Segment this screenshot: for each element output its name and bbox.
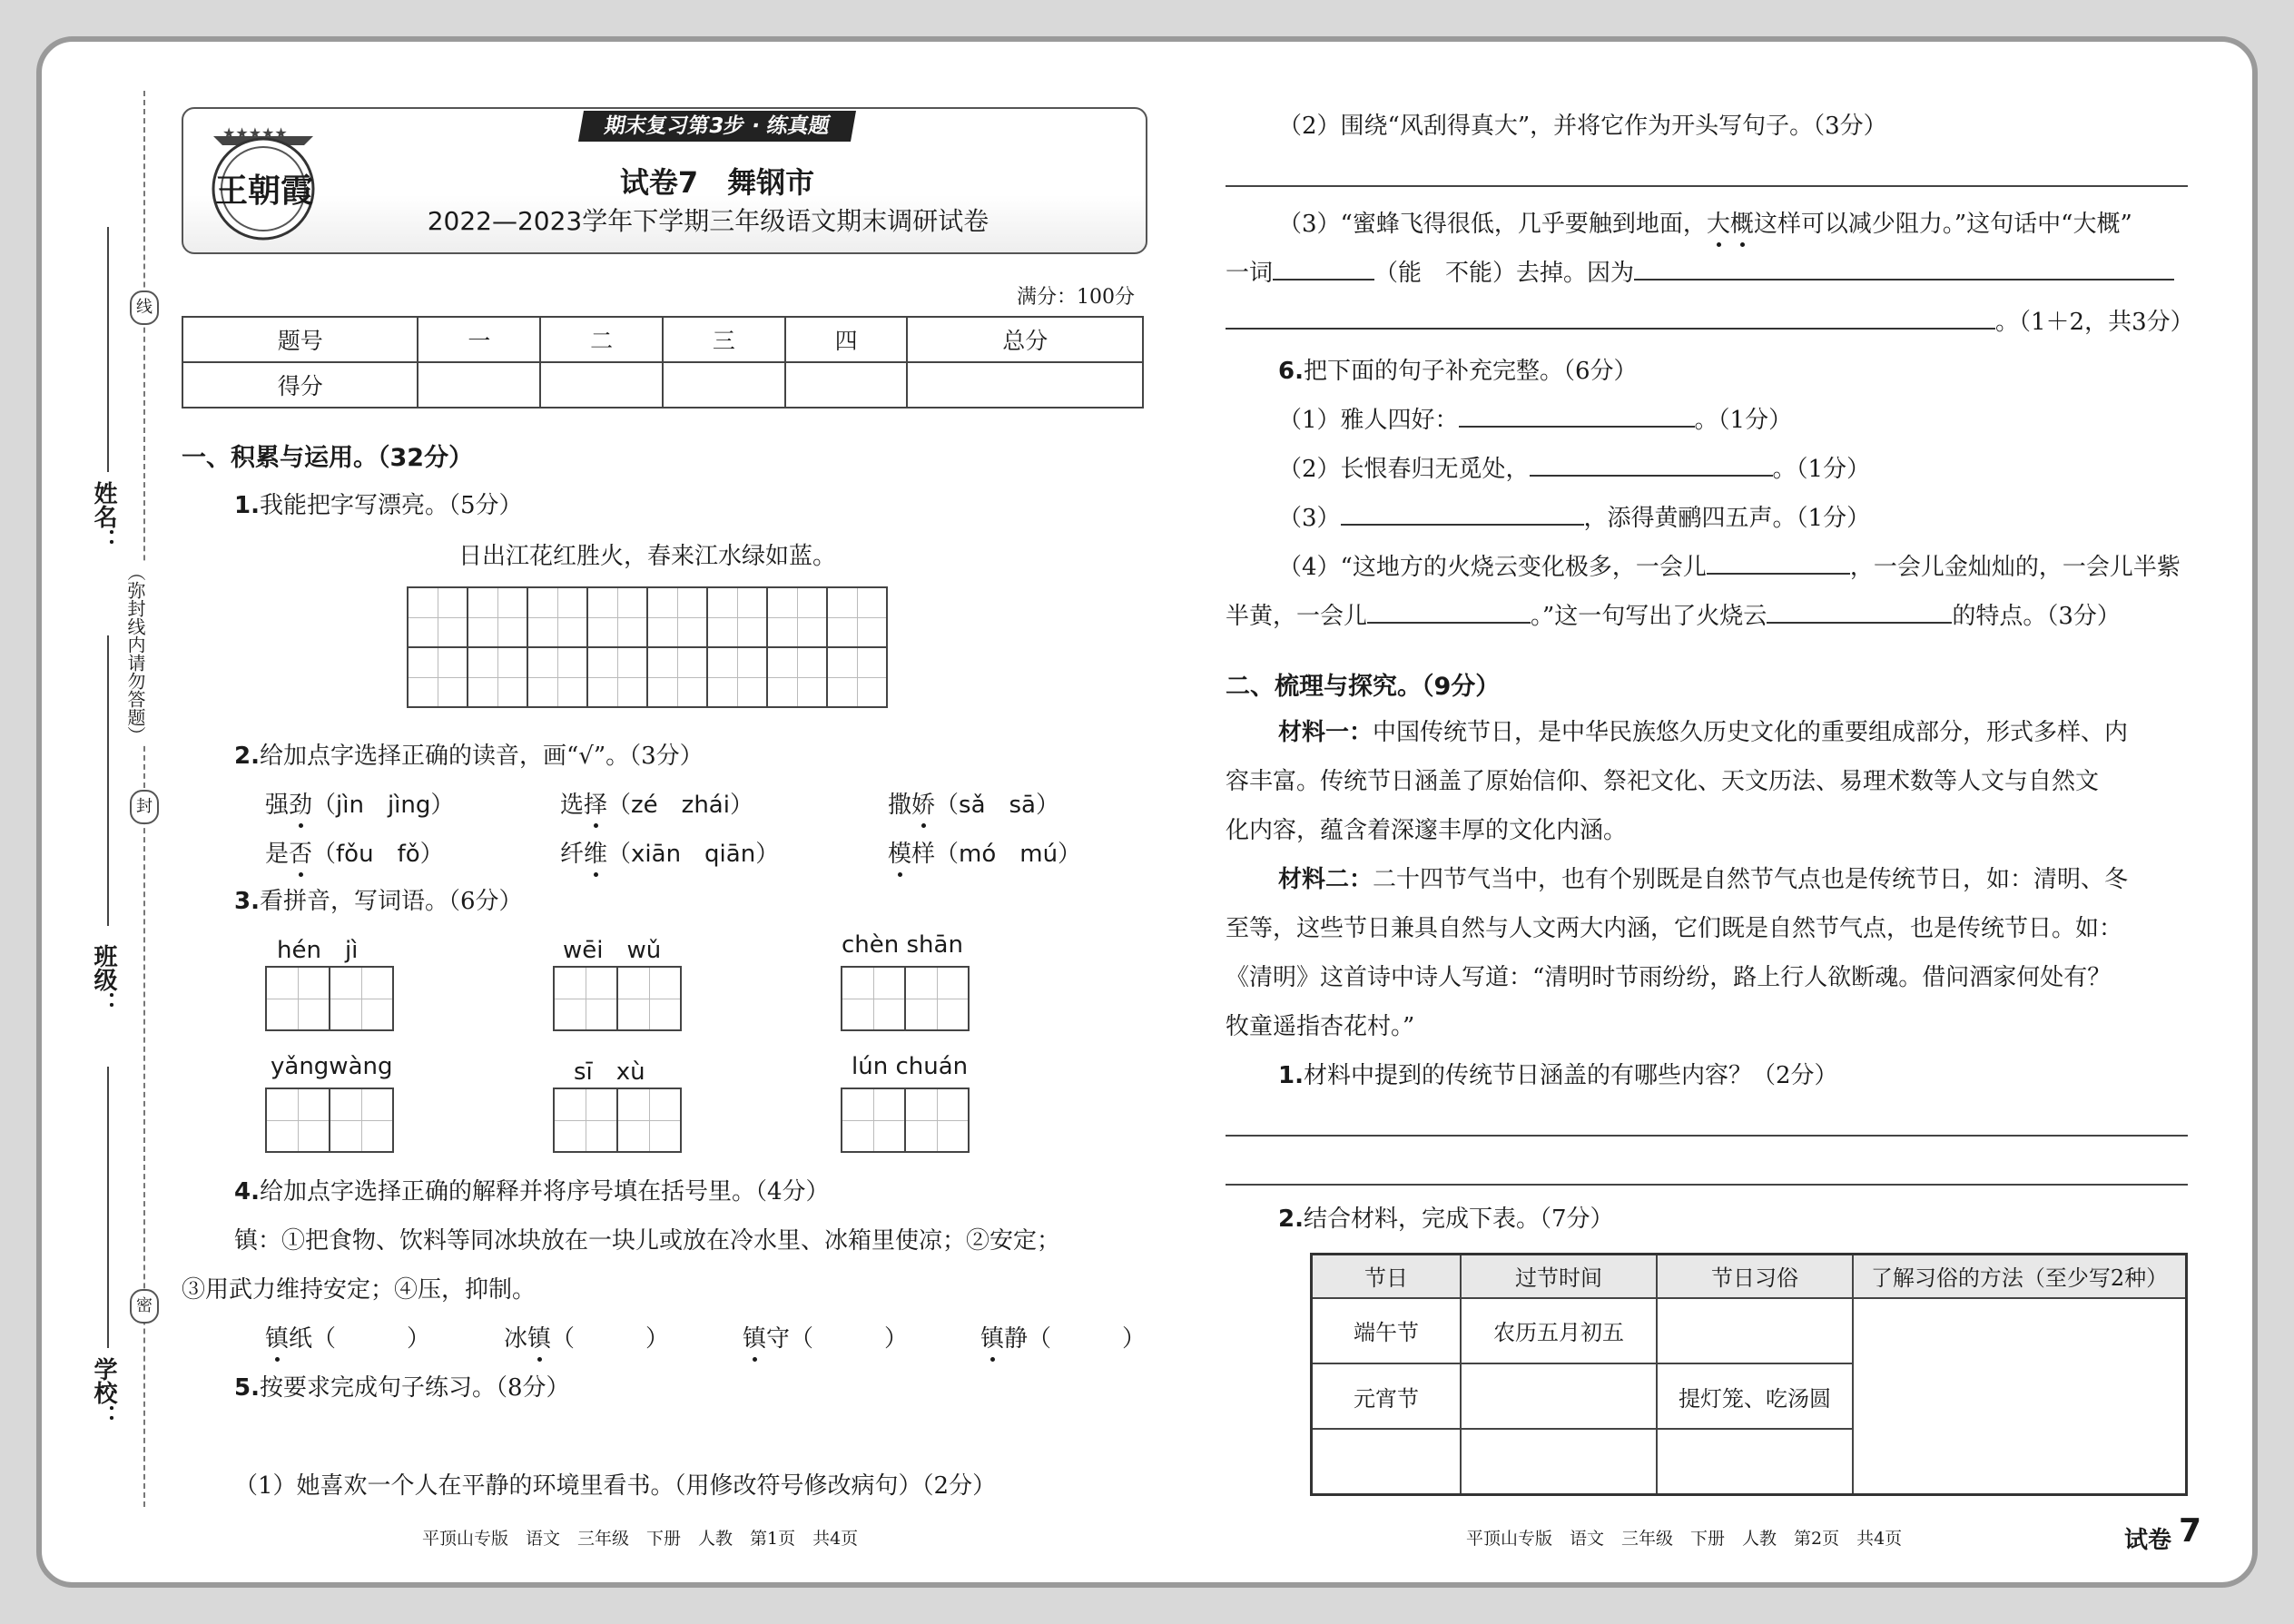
grid-cell[interactable] bbox=[646, 646, 708, 708]
q6-4-line2: 半黄，一会儿 。”这一句写出了火烧云 的特点。（3分） bbox=[1226, 603, 2121, 630]
score-cell[interactable] bbox=[418, 362, 540, 408]
blank[interactable] bbox=[1767, 621, 1952, 624]
q2-item[interactable]: 撒娇（sǎ sā） bbox=[888, 786, 1059, 820]
grid-cell[interactable] bbox=[467, 646, 528, 708]
table-cell[interactable] bbox=[1461, 1429, 1657, 1494]
q4-item[interactable]: 镇守（ ） bbox=[743, 1320, 908, 1353]
q4-def1: 镇：①把食物、饮料等同冰块放在一块儿或放在冷水里、冰箱里使凉；②安定； bbox=[234, 1227, 1061, 1255]
section2-heading: 二、梳理与探究。（9分） bbox=[1226, 673, 1501, 701]
q2-text: 给加点字选择正确的读音，画“√”。（3分） bbox=[259, 743, 704, 770]
q2-item[interactable]: 是否（fǒu fǒ） bbox=[265, 835, 444, 869]
material1-line2: 容丰富。传统节日涵盖了原始信仰、祭祀文化、天文历法、易理术数等人文与自然文 bbox=[1226, 768, 2100, 795]
q4-text: 给加点字选择正确的解释并将序号填在括号里。（4分） bbox=[259, 1178, 830, 1206]
q2-num: 2. bbox=[234, 743, 260, 770]
table-header: 节日习俗 bbox=[1657, 1255, 1853, 1298]
score-cell[interactable] bbox=[540, 362, 663, 408]
table-header: 过节时间 bbox=[1461, 1255, 1657, 1298]
table-cell[interactable] bbox=[1312, 1429, 1462, 1494]
table-cell[interactable] bbox=[1657, 1298, 1853, 1363]
logo-text: 王朝霞 bbox=[215, 172, 314, 210]
material2-line4: 牧童遥指杏花村。” bbox=[1226, 1013, 1415, 1040]
secret-mark: 密 bbox=[130, 1289, 159, 1324]
word-box[interactable] bbox=[265, 966, 394, 1031]
grid-cell[interactable] bbox=[826, 586, 888, 648]
section1-heading: 一、积累与运用。（32分） bbox=[182, 444, 474, 472]
p1 bbox=[1278, 1057, 1838, 1090]
pinyin: hén jì bbox=[277, 937, 359, 964]
grid-cell[interactable] bbox=[766, 646, 828, 708]
binding-notice: （弥封线内请勿答题） bbox=[123, 563, 149, 744]
p2-num: 2. bbox=[1278, 1206, 1304, 1233]
q2-item[interactable]: 纤维（xiān qiān） bbox=[560, 835, 779, 869]
s2: （2）围绕“风刮得真大”，并将它作为开头写句子。（3分） bbox=[1278, 113, 1887, 140]
pinyin: wēi wǔ bbox=[563, 937, 662, 964]
q1 bbox=[234, 487, 523, 520]
p2 bbox=[1278, 1200, 1614, 1234]
score-table-header: 总分 bbox=[907, 317, 1143, 362]
grid-cell[interactable] bbox=[706, 586, 768, 648]
grid-cell[interactable] bbox=[407, 646, 468, 708]
q4-def2: ③用武力维持安定；④压，抑制。 bbox=[182, 1276, 537, 1304]
writing-grid-row1[interactable] bbox=[407, 586, 888, 648]
score-table-header: 二 bbox=[540, 317, 663, 362]
blank[interactable] bbox=[1707, 572, 1850, 575]
word-box[interactable] bbox=[265, 1088, 394, 1153]
q2-item[interactable]: 模样（mó mú） bbox=[888, 835, 1081, 869]
grid-cell[interactable] bbox=[586, 586, 648, 648]
score-table-header: 题号 bbox=[182, 317, 418, 362]
q6-1: （1）雅人四好： 。（1分） bbox=[1278, 407, 1793, 434]
q4-item[interactable]: 镇纸（ ） bbox=[265, 1320, 430, 1353]
blank[interactable] bbox=[1530, 474, 1773, 477]
name-line bbox=[107, 227, 109, 472]
blank[interactable] bbox=[1341, 523, 1584, 526]
name-label: 姓名： bbox=[90, 481, 117, 552]
q1-text: 我能把字写漂亮。（5分） bbox=[259, 492, 523, 519]
pinyin: sī xù bbox=[574, 1058, 645, 1086]
writing-grid-row2[interactable] bbox=[407, 646, 888, 708]
p2-text: 结合材料，完成下表。（7分） bbox=[1303, 1206, 1614, 1233]
paper-number: 7 bbox=[2179, 1512, 2202, 1550]
table-cell: 端午节 bbox=[1312, 1298, 1462, 1363]
score-table-header: 四 bbox=[785, 317, 908, 362]
q4-num: 4. bbox=[234, 1178, 260, 1206]
q5-s1: （1）她喜欢一个人在平静的环境里看书。（用修改符号修改病句）（2分） bbox=[234, 1472, 997, 1500]
score-cell[interactable] bbox=[785, 362, 908, 408]
word-box[interactable] bbox=[841, 966, 970, 1031]
material1-line1: 材料一：中国传统节日，是中华民族悠久历史文化的重要组成部分，形式多样、内 bbox=[1278, 719, 2129, 746]
school-line bbox=[107, 1067, 109, 1348]
school-label: 学校： bbox=[90, 1357, 117, 1428]
banner: 期末复习第3步 · 练真题 bbox=[578, 111, 856, 142]
q3 bbox=[234, 882, 523, 916]
q6-4-line1: （4）“这地方的火烧云变化极多，一会儿 ，一会儿金灿灿的，一会儿半紫 bbox=[1278, 554, 2181, 581]
score-cell[interactable] bbox=[663, 362, 785, 408]
q6-num: 6. bbox=[1278, 358, 1304, 385]
blank[interactable] bbox=[1634, 278, 2174, 281]
exam-title: 试卷7 舞钢市 bbox=[619, 165, 815, 200]
material2-line3: 《清明》这首诗中诗人写道：“清明时节雨纷纷，路上行人欲断魂。借问酒家何处有？ bbox=[1226, 964, 2112, 991]
grid-cell[interactable] bbox=[646, 586, 708, 648]
s3-line1: （3）“蜜蜂飞得很低，几乎要触到地面，大概这样可以减少阻力。”这句话中“大概” bbox=[1278, 205, 2132, 239]
score-row-label: 得分 bbox=[182, 362, 418, 408]
line-mark: 线 bbox=[130, 290, 159, 325]
q1-num: 1. bbox=[234, 492, 260, 519]
pinyin: lún chuán bbox=[852, 1053, 969, 1080]
pinyin: chèn shān bbox=[842, 931, 963, 959]
exam-subtitle: 2022—2023学年下学期三年级语文期末调研试卷 bbox=[427, 206, 989, 236]
blank[interactable] bbox=[1367, 621, 1531, 624]
q6-2: （2）长恨春归无觅处， 。（1分） bbox=[1278, 456, 1871, 483]
grid-cell[interactable] bbox=[826, 646, 888, 708]
score-cell[interactable] bbox=[907, 362, 1143, 408]
score-table-header: 三 bbox=[663, 317, 785, 362]
q6-text: 把下面的句子补充完整。（6分） bbox=[1303, 358, 1638, 385]
blank[interactable] bbox=[1273, 278, 1374, 281]
grid-cell[interactable] bbox=[407, 586, 468, 648]
class-label: 班级： bbox=[90, 944, 117, 1015]
q4 bbox=[234, 1173, 830, 1206]
table-header: 了解习俗的方法（至少写2种） bbox=[1853, 1255, 2187, 1298]
q1-line: 日出江花红胜火，春来江水绿如蓝。 bbox=[458, 543, 837, 570]
q6 bbox=[1278, 352, 1638, 386]
grid-cell[interactable] bbox=[706, 646, 768, 708]
full-score: 满分：100分 bbox=[1017, 286, 1135, 309]
blank[interactable] bbox=[1226, 327, 1995, 330]
material1-line3: 化内容，蕴含着深邃丰厚的文化内涵。 bbox=[1226, 817, 1628, 844]
answer-line[interactable] bbox=[1226, 1135, 2188, 1137]
material2-line2: 至等，这些节日兼具自然与人文两大内涵，它们既是自然节气点，也是传统节日。如： bbox=[1226, 915, 2123, 942]
table-cell: 农历五月初五 bbox=[1461, 1298, 1657, 1363]
answer-line[interactable] bbox=[1226, 1184, 2188, 1186]
paper-label: 试卷 bbox=[2124, 1527, 2172, 1554]
s3-line2: 一词 （能 不能）去掉。因为 bbox=[1226, 254, 2174, 288]
answer-line[interactable] bbox=[1226, 185, 2188, 187]
q5-text: 按要求完成句子练习。（8分） bbox=[259, 1374, 570, 1402]
pinyin: yǎngwàng bbox=[271, 1053, 393, 1080]
table-cell: 元宵节 bbox=[1312, 1363, 1462, 1429]
footer-right: 平顶山专版 语文 三年级 下册 人教 第2页 共4页 bbox=[1466, 1529, 1903, 1549]
svg-text:★★★★★: ★★★★★ bbox=[222, 124, 288, 142]
score-table-header: 一 bbox=[418, 317, 540, 362]
q3-num: 3. bbox=[234, 888, 260, 915]
seal-mark: 封 bbox=[130, 790, 159, 824]
q3-text: 看拼音，写词语。（6分） bbox=[259, 888, 523, 915]
logo bbox=[195, 118, 331, 241]
word-box[interactable] bbox=[841, 1088, 970, 1153]
word-box[interactable] bbox=[553, 966, 682, 1031]
table-cell[interactable] bbox=[1657, 1429, 1853, 1494]
q6-3: （3） ，添得黄鹂四五声。（1分） bbox=[1278, 505, 1871, 532]
grid-cell[interactable] bbox=[586, 646, 648, 708]
table-cell: 提灯笼、吃汤圆 bbox=[1657, 1363, 1853, 1429]
q2-item[interactable]: 选择（zé zhái） bbox=[560, 786, 753, 820]
q4-item[interactable]: 冰镇（ ） bbox=[504, 1320, 669, 1353]
table-cell[interactable] bbox=[1461, 1363, 1657, 1429]
class-line bbox=[107, 635, 109, 926]
blank[interactable] bbox=[1459, 425, 1695, 428]
word-box[interactable] bbox=[553, 1088, 682, 1153]
p1-num: 1. bbox=[1278, 1062, 1304, 1089]
q4-item[interactable]: 镇静（ ） bbox=[980, 1320, 1146, 1353]
s3-line3: 。（1＋2，共3分） bbox=[1226, 303, 2194, 337]
score-table bbox=[182, 316, 1144, 408]
festival-table bbox=[1310, 1253, 2188, 1496]
table-cell-methods[interactable] bbox=[1853, 1298, 2187, 1495]
q2-item[interactable]: 强劲（jìn jìng） bbox=[265, 786, 454, 820]
table-header: 节日 bbox=[1312, 1255, 1462, 1298]
grid-cell[interactable] bbox=[527, 586, 588, 648]
grid-cell[interactable] bbox=[467, 586, 528, 648]
material2-line1: 材料二：二十四节气当中，也有个别既是自然节气点也是传统节日，如：清明、冬 bbox=[1278, 866, 2129, 893]
p1-text: 材料中提到的传统节日涵盖的有哪些内容？（2分） bbox=[1303, 1062, 1838, 1089]
grid-cell[interactable] bbox=[527, 646, 588, 708]
grid-cell[interactable] bbox=[766, 586, 828, 648]
footer-left: 平顶山专版 语文 三年级 下册 人教 第1页 共4页 bbox=[422, 1529, 859, 1549]
q2 bbox=[234, 737, 704, 771]
q5 bbox=[234, 1369, 570, 1403]
q5-num: 5. bbox=[234, 1374, 260, 1402]
